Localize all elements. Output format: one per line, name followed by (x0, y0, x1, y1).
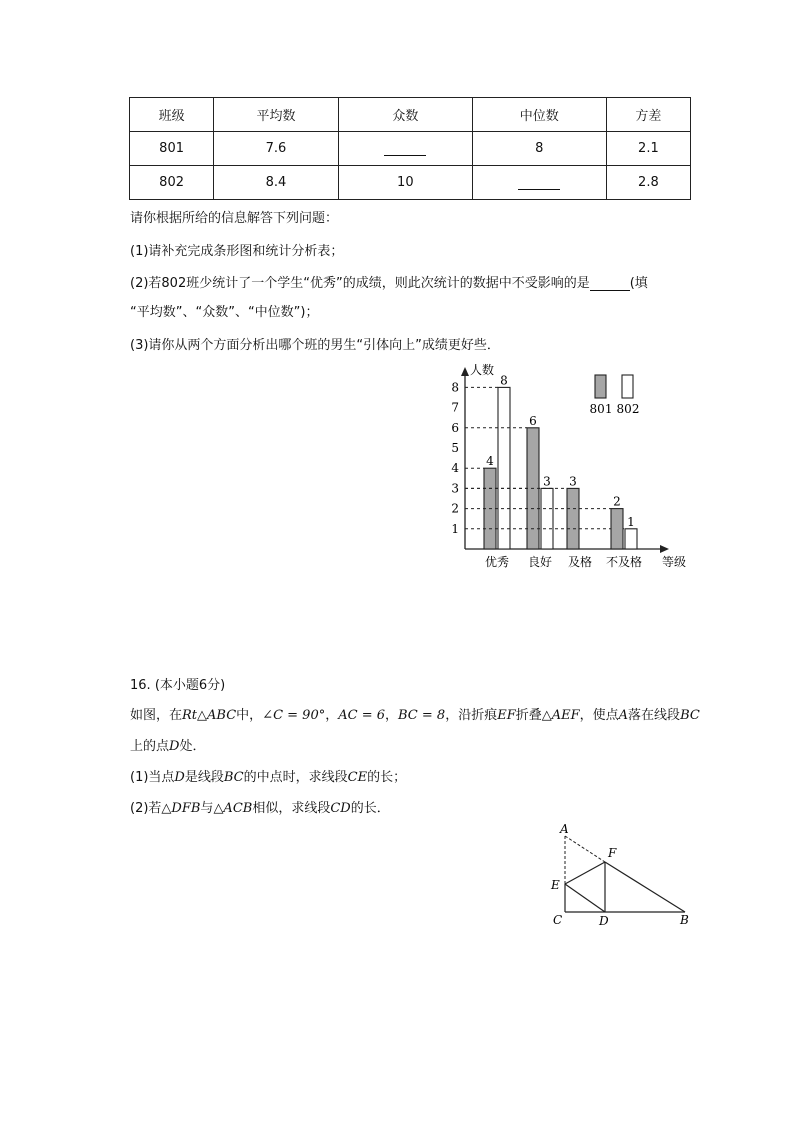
bar-801 (611, 509, 623, 549)
problem-16-statement (130, 704, 700, 723)
y-tick-label: 1 (451, 521, 459, 536)
label-e: E (551, 878, 560, 892)
mode-cell (338, 132, 472, 166)
median-cell (472, 166, 606, 200)
segment-bc: BC (223, 770, 244, 785)
answer-blank (384, 141, 426, 156)
label-a: A (560, 822, 569, 836)
legend-label-801: 801 (589, 402, 613, 416)
data-label: 2 (613, 494, 621, 509)
x-tick-label: 及格 (567, 555, 593, 569)
problem-16-q2 (130, 797, 390, 816)
triangle-dfb: △DFB (161, 801, 201, 816)
y-tick-label: 5 (451, 441, 459, 455)
statistics-table (129, 97, 691, 200)
question-2 (130, 272, 648, 291)
mean-cell: 8.4 (214, 166, 339, 200)
data-label: 4 (486, 454, 494, 469)
stmt-text: ， (385, 708, 399, 723)
stmt-text: ， (325, 708, 339, 723)
table-header-row (130, 98, 691, 132)
q-text: 的中点时，求线段 (243, 770, 348, 785)
label-c: C (553, 913, 563, 927)
class-cell: 802 (130, 166, 214, 200)
bar-802 (541, 488, 553, 549)
stmt-text: 折叠 (515, 708, 542, 723)
triangle-acb: △ACB (213, 801, 253, 816)
data-label: 3 (543, 474, 551, 489)
q-text: 是线段 (184, 770, 224, 785)
header-cell: 众数 (338, 98, 472, 132)
segment-fb (605, 862, 685, 912)
variance-cell: 2.1 (606, 132, 690, 166)
answer-blank (518, 175, 560, 190)
problem-16-statement-cont (130, 735, 205, 754)
segment-bc: BC (680, 708, 700, 723)
question-3: (3)请你从两个方面分析出哪个班的男生“引体向上”成绩更好些． (130, 338, 500, 353)
data-label: 8 (500, 373, 508, 388)
angle-c: ∠C = 90° (262, 708, 326, 723)
label-b: B (680, 913, 689, 927)
problem-16-header (130, 674, 225, 693)
label-d: D (599, 914, 609, 928)
legend-swatch-801 (595, 375, 606, 398)
problem-number: 16. (130, 678, 151, 693)
legend-label-802: 802 (616, 402, 640, 416)
stmt-text: 落在线段 (628, 708, 681, 723)
bar-801 (567, 488, 579, 549)
stmt-text: 上的点 (130, 739, 170, 754)
question-2-text: (2)若802班少统计了一个学生“优秀”的成绩，则此次统计的数据中不受影响的是 (130, 276, 590, 291)
answer-blank (590, 276, 630, 291)
side-ac: AC = 6 (338, 708, 385, 723)
q-text: 与 (200, 801, 214, 816)
x-tick-label: 优秀 (484, 555, 510, 569)
instruction-text: 请你根据所给的信息解答下列问题： (130, 211, 339, 226)
point-d: D (174, 770, 185, 785)
data-label: 3 (569, 474, 577, 489)
q-text: 的长． (350, 801, 390, 816)
legend-swatch-802 (622, 375, 633, 398)
median-cell: 8 (472, 132, 606, 166)
point-d: D (169, 739, 180, 754)
question-2-tail: (填 (629, 276, 648, 291)
y-tick-label: 3 (451, 481, 459, 496)
y-tick-label: 6 (451, 420, 459, 435)
point-a: A (618, 708, 629, 723)
bar-chart (440, 362, 700, 574)
crease-ef (565, 862, 605, 884)
q-text: 的长； (367, 770, 407, 785)
header-cell: 班级 (130, 98, 214, 132)
stmt-text: ，沿折痕 (445, 708, 498, 723)
header-cell: 平均数 (214, 98, 339, 132)
q-text: (1)当点 (130, 770, 175, 785)
stmt-text: ，使点 (579, 708, 619, 723)
fold-segment-af (565, 836, 605, 862)
x-axis-label: 等级 (662, 555, 687, 569)
problem-points: (本小题6分) (154, 678, 226, 693)
x-tick-label: 不及格 (605, 555, 643, 569)
data-label: 1 (627, 514, 635, 529)
problem-16-q1 (130, 766, 406, 785)
bar-802 (498, 387, 510, 549)
segment-ed (565, 884, 605, 912)
stmt-text: 中， (236, 708, 263, 723)
stmt-text: 如图，在 (130, 708, 183, 723)
crease-ef: EF (497, 708, 516, 723)
header-cell: 方差 (606, 98, 690, 132)
data-label: 6 (529, 413, 537, 428)
mode-cell: 10 (338, 166, 472, 200)
variance-cell: 2.8 (606, 166, 690, 200)
q-text: (2)若 (130, 801, 162, 816)
class-cell: 801 (130, 132, 214, 166)
y-tick-label: 2 (451, 501, 459, 516)
bar-802 (625, 529, 637, 549)
stmt-text: 处． (179, 739, 206, 754)
x-tick-label: 良好 (527, 555, 553, 569)
header-cell: 中位数 (472, 98, 606, 132)
y-axis-label: 人数 (470, 363, 495, 377)
y-tick-label: 7 (451, 400, 459, 415)
mean-cell: 7.6 (214, 132, 339, 166)
label-f: F (608, 846, 617, 860)
y-tick-label: 4 (451, 461, 459, 476)
side-bc: BC = 8 (398, 708, 446, 723)
q-text: 相似，求线段 (252, 801, 331, 816)
y-tick-label: 8 (451, 380, 459, 395)
segment-cd: CD (330, 801, 351, 816)
table-row (130, 166, 691, 200)
y-axis-arrow (461, 367, 469, 376)
segment-ce: CE (347, 770, 368, 785)
triangle-figure (545, 822, 700, 930)
question-1: (1)请补充完成条形图和统计分析表； (130, 244, 344, 259)
triangle-aef: △AEF (541, 708, 580, 723)
table-row (130, 132, 691, 166)
triangle-abc: Rt△ABC (182, 708, 237, 723)
question-2-options: “平均数”、“众数”、“中位数”)； (130, 305, 319, 320)
x-axis-arrow (660, 545, 669, 553)
